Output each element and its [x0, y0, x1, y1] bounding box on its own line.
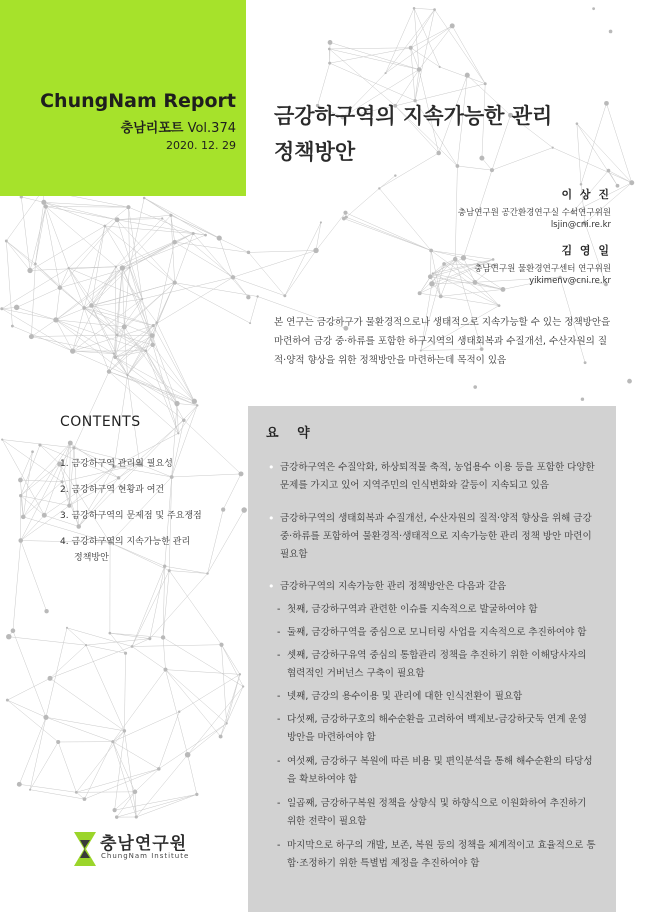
contents-item: 4. 금강하구역의 지속가능한 관리 정책방안	[60, 537, 191, 563]
intro-paragraph: 본 연구는 금강하구가 물환경적으로나 생태적으로 지속가능할 수 있는 정책방안을 마련하여 금강 중·하류를 포함한 하구지역의 생태회복과 수질개선, 수산자원의 질적·양적 향상을 위한 정책방안을 마련하는데 목적이 있음	[274, 317, 611, 366]
author-email: yikimenv@cni.re.kr	[529, 276, 611, 286]
report-date: 2020. 12. 29	[166, 139, 236, 152]
summary-dash-item: - 일곱째, 금강하구복원 정책을 상향식 및 하향식으로 이원화하여 추진하기 위한 전략이 필요함	[277, 798, 587, 827]
bullet-dot-icon: •	[268, 580, 275, 593]
contents-item: 3. 금강하구역의 문제점 및 주요쟁점	[60, 511, 202, 521]
bullet-dot-icon: •	[268, 461, 275, 474]
author-email: lsjin@cni.re.kr	[550, 220, 611, 230]
author-2	[474, 242, 611, 286]
summary-dash-item: - 셋째, 금강하구유역 중심의 통합관리 정책을 추진하기 위한 이해당사자의 협력적인 거버넌스 구축이 필요함	[277, 650, 587, 679]
title-line-1: 금강하구역의 지속가능한 관리	[274, 104, 553, 128]
summary-dash-item: - 마지막으로 하구의 개발, 보존, 복원 등의 정책을 체계적이고 효율적으로 통합·조정하기 위한 특별법 제정을 추진하여야 함	[277, 840, 596, 869]
author-name: 이 상 진	[561, 188, 611, 201]
bullet-dot-icon: •	[268, 512, 275, 525]
report-name: ChungNam Report	[40, 90, 236, 112]
summary-dash-item: - 다섯째, 금강하구호의 해수순환을 고려하여 백제보-금강하굿둑 연계 운영 방안을 마련하여야 함	[277, 714, 587, 743]
author-affiliation: 충남연구원 공간환경연구실 수석연구위원	[457, 208, 611, 218]
institute-name-en: ChungNam Institute	[101, 852, 190, 860]
author-1	[458, 186, 611, 230]
summary-dash-item: - 여섯째, 금강하구 복원에 따른 비용 및 편익분석을 통해 해수순환의 타당성을 확보하여야 함	[277, 756, 593, 785]
author-name: 김 영 일	[561, 244, 611, 257]
report-badge	[0, 0, 246, 196]
summary-dash-item: - 첫째, 금강하구역과 관련한 이슈를 지속적으로 발굴하여야 함	[277, 604, 538, 615]
summary-dash-item: - 둘째, 금강하구역을 중심으로 모니터링 사업을 지속적으로 추진하여야 함	[277, 627, 587, 638]
contents-item: 2. 금강하구역 현황과 여건	[60, 485, 165, 495]
title-line-2: 정책방안	[274, 140, 356, 164]
summary-bullet: • 금강하구역은 수질악화, 하상퇴적물 축적, 농업용수 이용 등을 포함한 다양한 문제를 가지고 있어 지역주민의 인식변화와 갈등이 지속되고 있음	[268, 461, 595, 491]
contents-item: 1. 금강하구역 관리의 필요성	[60, 459, 173, 469]
contents-title: CONTENTS	[60, 414, 141, 430]
page-title	[274, 98, 614, 170]
summary-bullet: • 금강하구역의 생태회복과 수질개선, 수산자원의 질적·양적 향상을 위해 금강 중·하류를 포함하여 물환경적·생태적으로 지속가능한 관리 정책 방안 마련이 필요함	[268, 512, 592, 560]
report-volume: Vol.374	[187, 121, 236, 136]
summary-title: 요 약	[266, 426, 317, 441]
report-subtitle	[121, 117, 236, 136]
author-affiliation: 충남연구원 물환경연구센터 연구위원	[474, 264, 611, 274]
summary-bullet: • 금강하구역의 지속가능한 관리 정책방안은 다음과 같음	[268, 578, 600, 596]
summary-dash-item: - 넷째, 금강의 용수이용 및 관리에 대한 인식전환이 필요함	[277, 691, 523, 702]
report-name-kr: 충남리포트	[120, 121, 184, 136]
institute-name: 충남연구원	[100, 834, 188, 854]
contents-list	[60, 456, 250, 576]
